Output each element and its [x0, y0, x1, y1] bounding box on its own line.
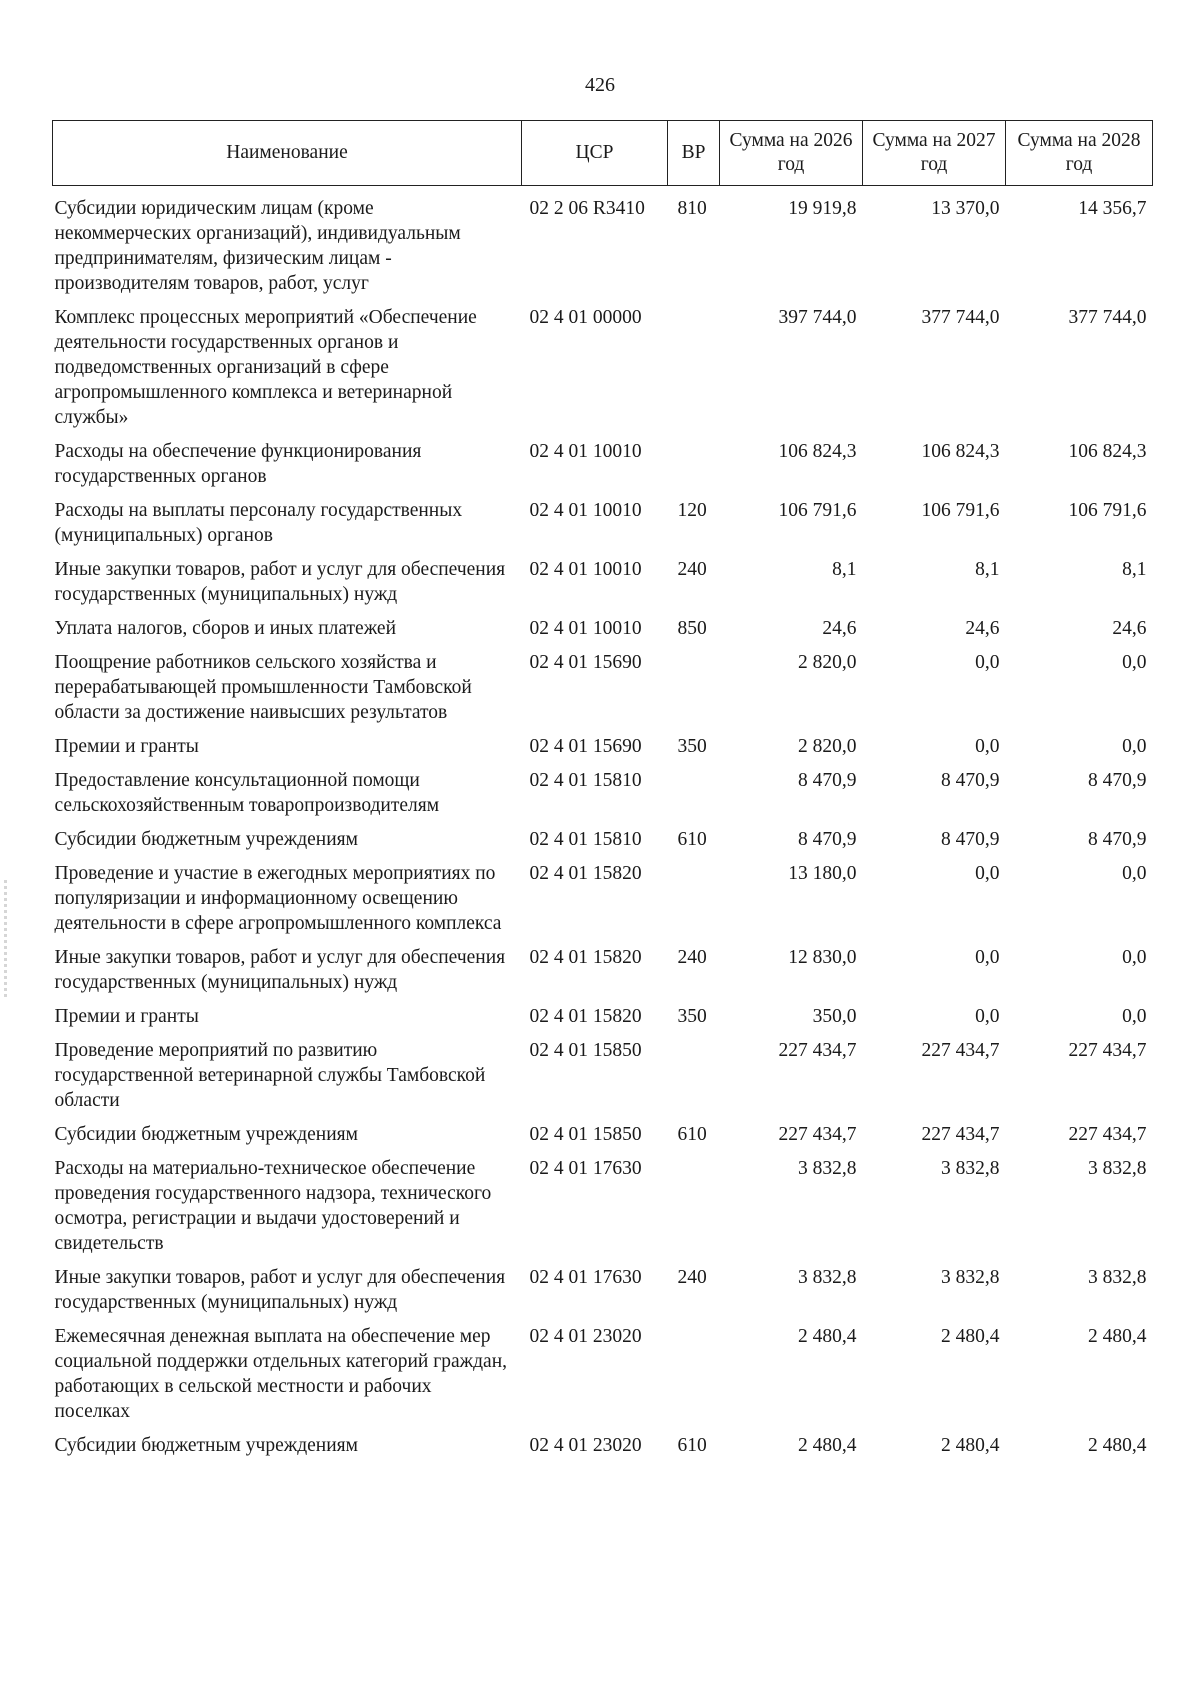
row-sum-2028-cell: 3 832,8 [1088, 1158, 1147, 1179]
row-name-cell: Расходы на обеспечение функционирования государственных органов [54, 441, 422, 487]
row-sum-2027-cell: 227 434,7 [921, 1040, 1000, 1061]
row-sum-2027-cell: 0,0 [975, 652, 1000, 673]
table-row [53, 490, 1153, 549]
table-row [53, 996, 1153, 1030]
row-sum-2028-cell: 227 434,7 [1068, 1040, 1147, 1061]
row-sum-2028-cell: 2 480,4 [1088, 1435, 1147, 1456]
row-csr-cell: 02 4 01 15850 [529, 1124, 642, 1145]
row-sum-2028-cell: 0,0 [1122, 1006, 1147, 1027]
row-sum-2027-cell: 3 832,8 [941, 1158, 1000, 1179]
table-row [53, 186, 1153, 298]
scan-edge-artifact [4, 880, 7, 1000]
table-row [53, 1114, 1153, 1148]
row-sum-2026-cell: 350,0 [812, 1006, 857, 1027]
row-vr-cell [668, 853, 720, 937]
row-csr-cell: 02 4 01 10010 [529, 618, 642, 639]
row-sum-2028-cell: 377 744,0 [1068, 307, 1147, 328]
row-vr-cell [668, 1316, 720, 1425]
row-name-cell: Расходы на выплаты персоналу государственных (муниципальных) органов [54, 500, 463, 546]
row-sum-2027-cell: 377 744,0 [921, 307, 1000, 328]
row-sum-2026-cell: 2 480,4 [798, 1435, 857, 1456]
table-row [53, 1030, 1153, 1114]
row-vr-cell [668, 1148, 720, 1257]
budget-table [52, 120, 1153, 1459]
row-sum-2026-cell: 8,1 [832, 559, 857, 580]
row-vr-cell [668, 760, 720, 819]
row-sum-2026-cell: 106 824,3 [778, 441, 857, 462]
row-sum-2026-cell: 3 832,8 [798, 1267, 857, 1288]
row-name-cell: Иные закупки товаров, работ и услуг для обеспечения государственных (муниципальных) нужд [54, 559, 506, 605]
table-row [53, 760, 1153, 819]
table-body [53, 186, 1153, 1460]
header-sum-2026: Сумма на 2026 год [720, 121, 863, 186]
row-csr-cell: 02 4 01 15850 [529, 1040, 642, 1061]
row-csr-cell: 02 4 01 23020 [529, 1435, 642, 1456]
table-row [53, 642, 1153, 726]
row-vr-cell: 610 [677, 1435, 707, 1456]
row-vr-cell [668, 1030, 720, 1114]
table-row [53, 1425, 1153, 1459]
row-name-cell: Расходы на материально-техническое обеспечение проведения государственного надзора, технического осмотра, регистрации и выдачи удостоверений и свидетельств [54, 1158, 492, 1254]
row-vr-cell: 350 [677, 1006, 707, 1027]
row-sum-2026-cell: 2 480,4 [798, 1326, 857, 1347]
table-row [53, 819, 1153, 853]
row-vr-cell [668, 431, 720, 490]
table-row [53, 1257, 1153, 1316]
table-row [53, 726, 1153, 760]
row-sum-2028-cell: 3 832,8 [1088, 1267, 1147, 1288]
row-name-cell: Премии и гранты [54, 736, 199, 757]
row-sum-2026-cell: 24,6 [822, 618, 857, 639]
row-sum-2027-cell: 13 370,0 [931, 198, 1000, 219]
row-sum-2027-cell: 2 480,4 [941, 1326, 1000, 1347]
table-row [53, 297, 1153, 431]
row-sum-2028-cell: 14 356,7 [1078, 198, 1147, 219]
row-csr-cell: 02 2 06 R3410 [529, 198, 645, 219]
row-name-cell: Уплата налогов, сборов и иных платежей [54, 618, 397, 639]
row-name-cell: Субсидии бюджетным учреждениям [54, 829, 358, 850]
row-sum-2027-cell: 0,0 [975, 947, 1000, 968]
row-sum-2028-cell: 0,0 [1122, 736, 1147, 757]
row-sum-2028-cell: 8,1 [1122, 559, 1147, 580]
row-csr-cell: 02 4 01 15820 [529, 863, 642, 884]
row-sum-2026-cell: 13 180,0 [788, 863, 857, 884]
row-csr-cell: 02 4 01 10010 [529, 559, 642, 580]
row-vr-cell: 240 [677, 947, 707, 968]
table-row [53, 853, 1153, 937]
row-sum-2027-cell: 2 480,4 [941, 1435, 1000, 1456]
table-row [53, 608, 1153, 642]
row-csr-cell: 02 4 01 15820 [529, 1006, 642, 1027]
row-name-cell: Субсидии бюджетным учреждениям [54, 1124, 358, 1145]
row-csr-cell: 02 4 01 15820 [529, 947, 642, 968]
row-vr-cell [668, 642, 720, 726]
row-sum-2028-cell: 8 470,9 [1088, 829, 1147, 850]
row-vr-cell: 120 [677, 500, 707, 521]
row-name-cell: Комплекс процессных мероприятий «Обеспечение деятельности государственных органов и подведомственных организаций в сфере агропромышленного комплекса и ветеринарной службы» [54, 307, 477, 428]
row-sum-2027-cell: 8,1 [975, 559, 1000, 580]
row-sum-2028-cell: 227 434,7 [1068, 1124, 1147, 1145]
table-row [53, 549, 1153, 608]
row-sum-2026-cell: 19 919,8 [788, 198, 857, 219]
row-sum-2026-cell: 3 832,8 [798, 1158, 857, 1179]
header-sum-2027: Сумма на 2027 год [863, 121, 1006, 186]
row-vr-cell: 610 [677, 829, 707, 850]
row-csr-cell: 02 4 01 15690 [529, 736, 642, 757]
row-sum-2028-cell: 2 480,4 [1088, 1326, 1147, 1347]
page-number: 426 [585, 74, 615, 96]
row-sum-2026-cell: 2 820,0 [798, 736, 857, 757]
row-csr-cell: 02 4 01 10010 [529, 500, 642, 521]
row-csr-cell: 02 4 01 17630 [529, 1267, 642, 1288]
header-csr: ЦСР [522, 121, 668, 186]
header-sum-2028: Сумма на 2028 год [1006, 121, 1153, 186]
row-vr-cell [668, 297, 720, 431]
row-name-cell: Субсидии бюджетным учреждениям [54, 1435, 358, 1456]
row-sum-2026-cell: 12 830,0 [788, 947, 857, 968]
header-row [53, 121, 1153, 186]
row-sum-2026-cell: 227 434,7 [778, 1040, 857, 1061]
table-row [53, 937, 1153, 996]
row-sum-2026-cell: 397 744,0 [778, 307, 857, 328]
row-vr-cell: 350 [677, 736, 707, 757]
row-sum-2026-cell: 2 820,0 [798, 652, 857, 673]
row-sum-2027-cell: 106 791,6 [921, 500, 1000, 521]
row-sum-2028-cell: 24,6 [1112, 618, 1147, 639]
row-name-cell: Проведение и участие в ежегодных мероприятиях по популяризации и информационному освещению деятельности в сфере агропромышленного комплекса [54, 863, 502, 934]
row-sum-2028-cell: 106 791,6 [1068, 500, 1147, 521]
table-row [53, 1148, 1153, 1257]
row-sum-2028-cell: 0,0 [1122, 863, 1147, 884]
row-sum-2027-cell: 227 434,7 [921, 1124, 1000, 1145]
row-sum-2027-cell: 8 470,9 [941, 770, 1000, 791]
header-vr: ВР [668, 121, 720, 186]
row-sum-2026-cell: 227 434,7 [778, 1124, 857, 1145]
row-sum-2028-cell: 106 824,3 [1068, 441, 1147, 462]
row-sum-2027-cell: 0,0 [975, 1006, 1000, 1027]
row-name-cell: Ежемесячная денежная выплата на обеспечение мер социальной поддержки отдельных категорий граждан, работающих в сельской местности и рабочих поселках [54, 1326, 507, 1422]
row-vr-cell: 240 [677, 1267, 707, 1288]
row-sum-2028-cell: 8 470,9 [1088, 770, 1147, 791]
row-sum-2027-cell: 0,0 [975, 863, 1000, 884]
row-csr-cell: 02 4 01 10010 [529, 441, 642, 462]
row-name-cell: Субсидии юридическим лицам (кроме некоммерческих организаций), индивидуальным предпринимателям, физическим лицам - производителям товаров, работ, услуг [54, 198, 461, 294]
row-sum-2026-cell: 8 470,9 [798, 770, 857, 791]
row-csr-cell: 02 4 01 15690 [529, 652, 642, 673]
row-csr-cell: 02 4 01 15810 [529, 770, 642, 791]
row-sum-2028-cell: 0,0 [1122, 652, 1147, 673]
row-name-cell: Премии и гранты [54, 1006, 199, 1027]
row-sum-2028-cell: 0,0 [1122, 947, 1147, 968]
row-vr-cell: 850 [677, 618, 707, 639]
row-sum-2026-cell: 8 470,9 [798, 829, 857, 850]
table-row [53, 431, 1153, 490]
row-vr-cell: 610 [677, 1124, 707, 1145]
row-name-cell: Поощрение работников сельского хозяйства и перерабатывающей промышленности Тамбовской области за достижение наивысших результатов [54, 652, 472, 723]
row-csr-cell: 02 4 01 17630 [529, 1158, 642, 1179]
table-header [53, 121, 1153, 186]
table-row [53, 1316, 1153, 1425]
row-sum-2027-cell: 3 832,8 [941, 1267, 1000, 1288]
row-sum-2027-cell: 0,0 [975, 736, 1000, 757]
row-name-cell: Иные закупки товаров, работ и услуг для обеспечения государственных (муниципальных) нужд [54, 1267, 506, 1313]
row-csr-cell: 02 4 01 15810 [529, 829, 642, 850]
row-name-cell: Иные закупки товаров, работ и услуг для обеспечения государственных (муниципальных) нужд [54, 947, 506, 993]
row-sum-2027-cell: 8 470,9 [941, 829, 1000, 850]
row-sum-2027-cell: 24,6 [965, 618, 1000, 639]
row-sum-2026-cell: 106 791,6 [778, 500, 857, 521]
row-vr-cell: 240 [677, 559, 707, 580]
row-name-cell: Проведение мероприятий по развитию государственной ветеринарной службы Тамбовской области [54, 1040, 486, 1111]
row-csr-cell: 02 4 01 23020 [529, 1326, 642, 1347]
row-name-cell: Предоставление консультационной помощи сельскохозяйственным товаропроизводителям [54, 770, 440, 816]
row-csr-cell: 02 4 01 00000 [529, 307, 642, 328]
row-vr-cell: 810 [677, 198, 707, 219]
header-name: Наименование [53, 121, 522, 186]
row-sum-2027-cell: 106 824,3 [921, 441, 1000, 462]
